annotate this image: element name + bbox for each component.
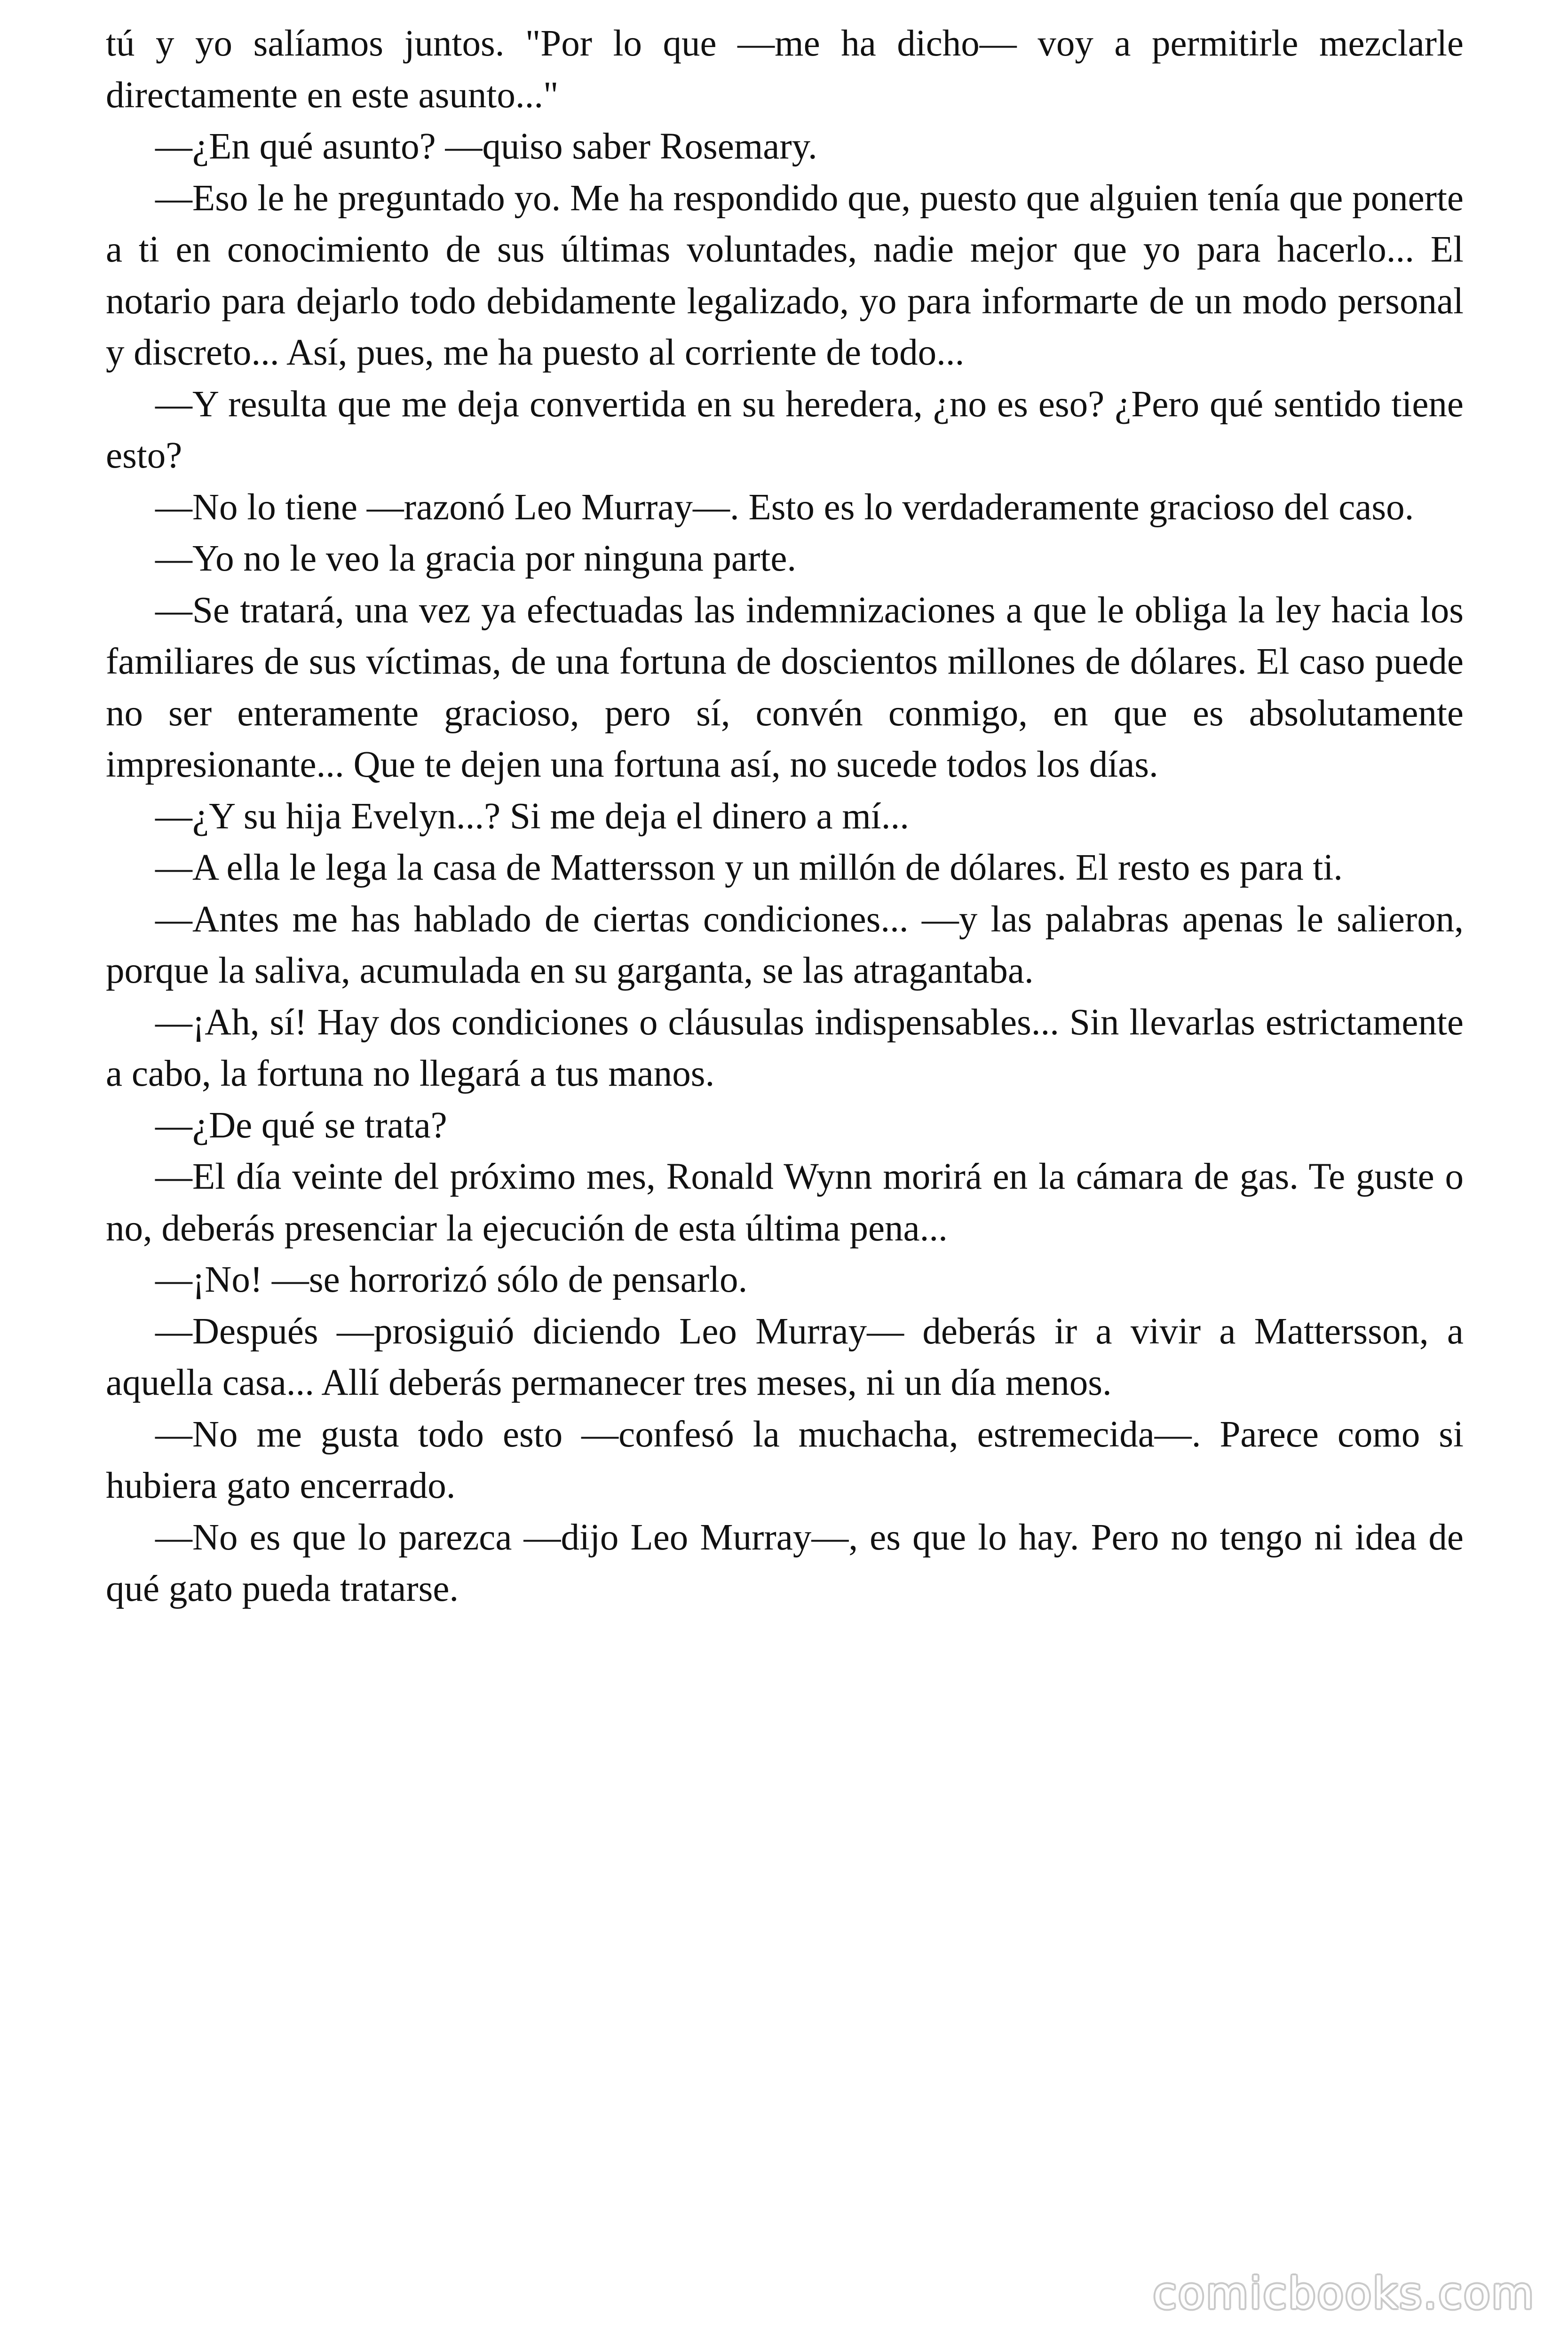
paragraph: —¿Y su hija Evelyn...? Si me deja el dinero a mí... (155, 795, 909, 837)
paragraph: —No es que lo parezca —dijo Leo Murray—, es que lo hay. Pero no tengo ni idea de qué gato pueda tratarse. (106, 1517, 1464, 1609)
paragraph: —El día veinte del próximo mes, Ronald Wynn morirá en la cámara de gas. Te guste o no, deberás presenciar la ejecución de esta última pena... (106, 1156, 1464, 1249)
paragraph: —Después —prosiguió diciendo Leo Murray— deberás ir a vivir a Mattersson, a aquella casa... Allí deberás permanecer tres meses, ni un día menos. (106, 1311, 1464, 1403)
paragraph: —Se tratará, una vez ya efectuadas las indemnizaciones a que le obliga la ley hacia los familiares de sus víctimas, de una fortuna de doscientos millones de dólares. El caso puede no ser enteramente gracioso, pero sí, convén conmigo, en que es absolutamente impresionante... Que te dejen una fortuna así, no sucede todos los días. (106, 589, 1464, 785)
paragraph: —Eso le he preguntado yo. Me ha respondido que, puesto que alguien tenía que ponerte a ti en conocimiento de sus últimas voluntades, nadie mejor que yo para hacerlo... El notario para dejarlo todo debidamente legalizado, yo para informarte de un modo personal y discreto... Así, pues, me ha puesto al corriente de todo... (106, 177, 1464, 373)
paragraph: —Y resulta que me deja convertida en su heredera, ¿no es eso? ¿Pero qué sentido tiene esto? (106, 383, 1464, 476)
paragraph: —Antes me has hablado de ciertas condiciones... —y las palabras apenas le salieron, porque la saliva, acumulada en su garganta, se las atragantaba. (106, 898, 1464, 991)
paragraph: —¿De qué se trata? (155, 1104, 447, 1146)
paragraph: —No me gusta todo esto —confesó la muchacha, estremecida—. Parece como si hubiera gato encerrado. (106, 1414, 1464, 1506)
paragraph: —No lo tiene —razonó Leo Murray—. Esto es lo verdaderamente gracioso del caso. (155, 486, 1414, 528)
paragraph: —A ella le lega la casa de Mattersson y un millón de dólares. El resto es para ti. (155, 847, 1343, 888)
paragraph-continuation: tú y yo salíamos juntos. "Por lo que —me ha dicho— voy a permitirle mezclarle directamente en este asunto..." (106, 23, 1464, 116)
watermark: comicbooks.com (1153, 2268, 1535, 2319)
body-text (106, 18, 1464, 1615)
paragraph: —¡Ah, sí! Hay dos condiciones o cláusulas indispensables... Sin llevarlas estrictamente a cabo, la fortuna no llegará a tus manos. (106, 1001, 1464, 1094)
paragraph: —¡No! —se horrorizó sólo de pensarlo. (155, 1259, 748, 1300)
paragraph: —Yo no le veo la gracia por ninguna parte. (155, 538, 797, 579)
paragraph: —¿En qué asunto? —quiso saber Rosemary. (155, 126, 817, 167)
